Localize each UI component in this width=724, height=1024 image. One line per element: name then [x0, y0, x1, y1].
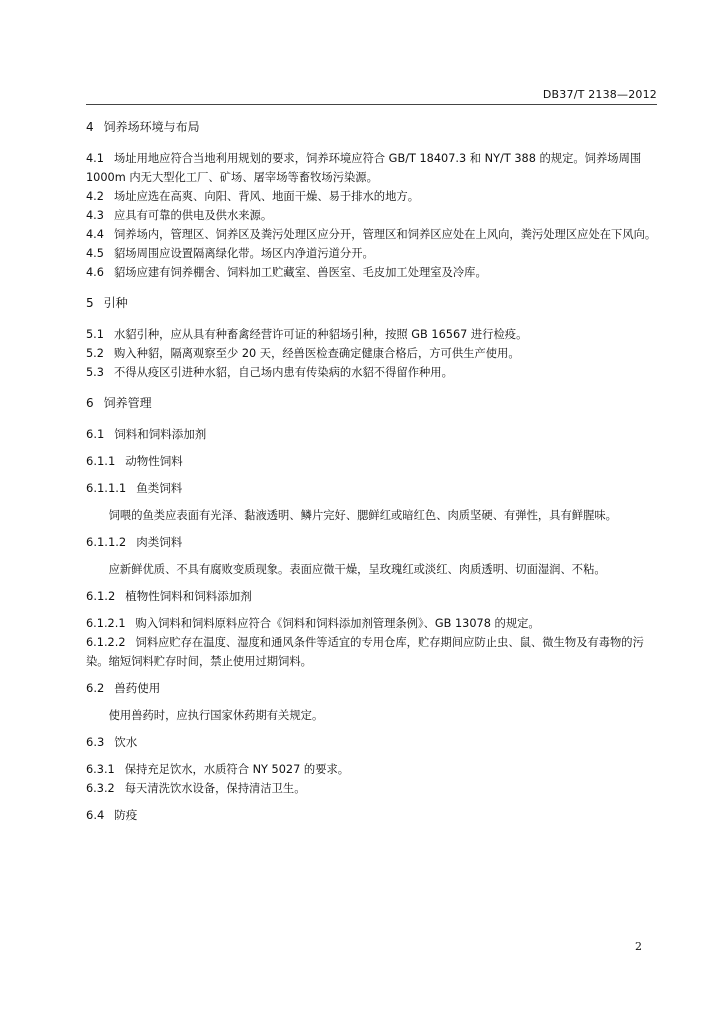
clause-6-1-2-1: 6.1.2.1 购入饲料和饲料原料应符合《饲料和饲料添加剂管理条例》、GB 13078 的规定。: [86, 617, 540, 630]
header-rule: [86, 104, 657, 105]
standard-code: DB37/T 2138—2012: [542, 88, 657, 101]
paragraph-fish-feed: 饲喂的鱼类应表面有光泽、黏液透明、鳞片完好、腮鲜红或暗红色、肉质坚硬、有弹性，具有鲜腥味。: [108, 509, 617, 522]
section-6-4-heading: 6.4 防疫: [86, 808, 138, 822]
section-6-1-1-1-heading: 6.1.1.1 鱼类饲料: [86, 481, 183, 495]
clause-4-1: 4.1 场址用地应符合当地利用规划的要求，饲养环境应符合 GB/T 18407.3 和 NY/T 388 的规定。饲养场周围 1000m 内无大型化工厂、矿场、屠宰场等畜牧场污染源。: [86, 152, 642, 184]
clause-6-3-1: 6.3.1 保持充足饮水，水质符合 NY 5027 的要求。: [86, 763, 350, 776]
section-6-heading: 6 饲养管理: [86, 396, 152, 410]
clause-5-2: 5.2 购入种貂，隔离观察至少 20 天，经兽医检查确定健康合格后，方可供生产使用。: [86, 347, 520, 360]
clause-5-3: 5.3 不得从疫区引进种水貂，自己场内患有传染病的水貂不得留作种用。: [86, 366, 453, 379]
paragraph-veterinary-drugs: 使用兽药时，应执行国家休药期有关规定。: [108, 709, 324, 722]
section-6-3-heading: 6.3 饮水: [86, 735, 138, 749]
section-6-2-heading: 6.2 兽药使用: [86, 681, 161, 695]
section-6-1-1-heading: 6.1.1 动物性饲料: [86, 454, 183, 468]
clause-6-3-2: 6.3.2 每天清洗饮水设备，保持清洁卫生。: [86, 782, 306, 795]
clause-4-5: 4.5 貂场周围应设置隔离绿化带。场区内净道污道分开。: [86, 247, 374, 260]
clause-4-2: 4.2 场址应选在高爽、向阳、背风、地面干燥、易于排水的地方。: [86, 190, 419, 203]
section-6-1-heading: 6.1 饲料和饲料添加剂: [86, 427, 207, 441]
section-6-1-1-2-heading: 6.1.1.2 肉类饲料: [86, 535, 183, 549]
section-5-heading: 5 引种: [86, 296, 128, 310]
clause-5-1: 5.1 水貂引种，应从具有种畜禽经营许可证的种貂场引种，按照 GB 16567 进行检疫。: [86, 328, 528, 341]
paragraph-meat-feed: 应新鲜优质、不具有腐败变质现象。表面应微干燥，呈玫瑰红或淡红、肉质透明、切面湿润、不粘。: [108, 563, 606, 576]
clause-6-1-2-2: 6.1.2.2 饲料应贮存在温度、湿度和通风条件等适宜的专用仓库，贮存期间应防止虫、鼠、微生物及有毒物的污染。缩短饲料贮存时间，禁止使用过期饲料。: [86, 636, 644, 668]
page-number: 2: [635, 940, 642, 953]
clause-4-3: 4.3 应具有可靠的供电及供水来源。: [86, 209, 273, 222]
clause-4-4: 4.4 饲养场内，管理区、饲养区及粪污处理区应分开，管理区和饲养区应处在上风向，粪污处理区应处在下风向。: [86, 228, 657, 241]
section-4-heading: 4 饲养场环境与布局: [86, 120, 200, 134]
document-body: [86, 118, 657, 833]
section-6-1-2-heading: 6.1.2 植物性饲料和饲料添加剂: [86, 589, 252, 603]
clause-4-6: 4.6 貂场应建有饲养棚舍、饲料加工贮藏室、兽医室、毛皮加工处理室及冷库。: [86, 266, 487, 279]
